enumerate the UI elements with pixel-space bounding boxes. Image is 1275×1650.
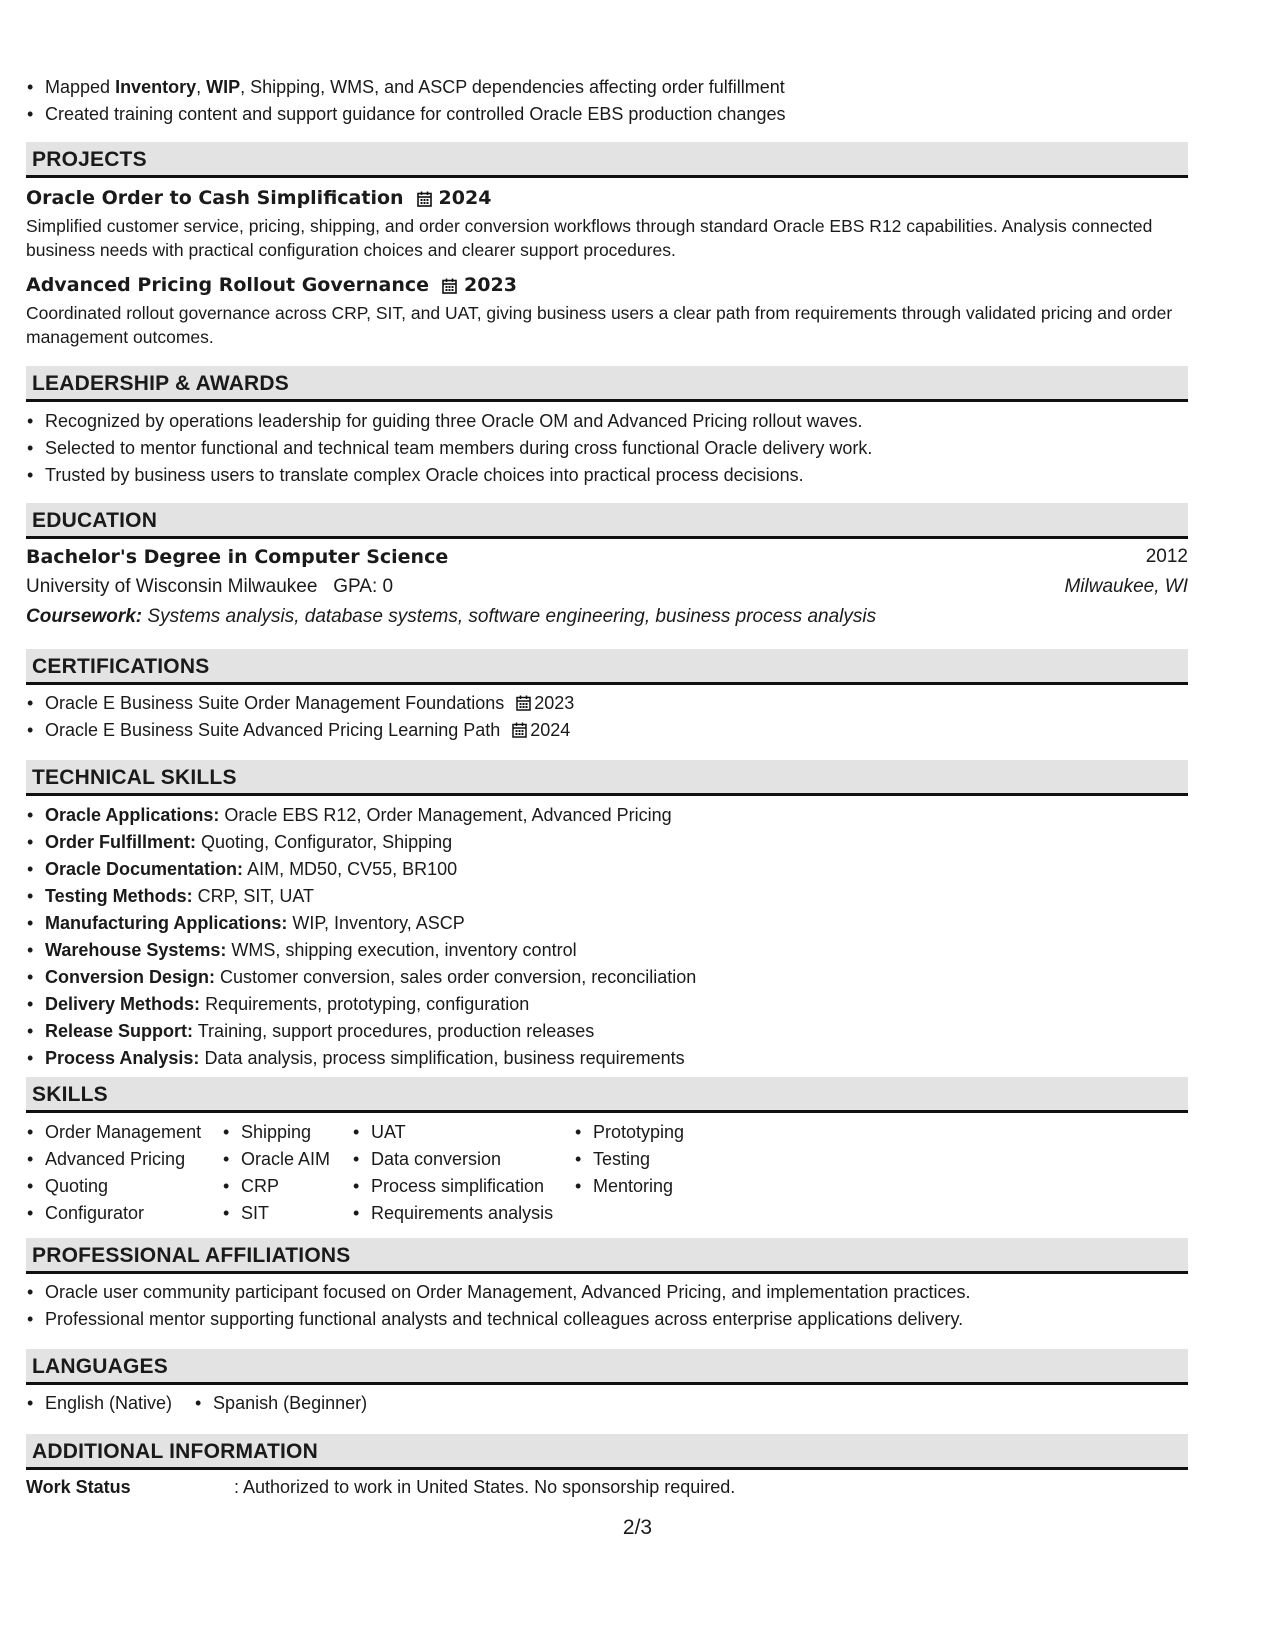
section-heading-affiliations: PROFESSIONAL AFFILIATIONS xyxy=(26,1238,1188,1274)
technical-skill-item xyxy=(26,883,1188,910)
work-status-value: : Authorized to work in United States. No sponsorship required. xyxy=(234,1477,736,1497)
skill-values: WMS, shipping execution, inventory control xyxy=(231,940,577,960)
skill-values: Data analysis, process simplification, business requirements xyxy=(204,1048,685,1068)
languages-section xyxy=(26,1349,1188,1417)
calendar-icon xyxy=(417,191,431,206)
section-heading-additional-info: ADDITIONAL INFORMATION xyxy=(26,1434,1188,1470)
skill-values: Training, support procedures, production releases xyxy=(197,1021,595,1041)
project-item xyxy=(26,272,1188,349)
skills-column xyxy=(222,1119,352,1227)
section-heading-education: EDUCATION xyxy=(26,503,1188,539)
certification-name: Oracle E Business Suite Order Management Foundations xyxy=(45,693,505,713)
skill-values: WIP, Inventory, ASCP xyxy=(292,913,465,933)
list-item: • Professional mentor supporting functional analysts and technical colleagues across enterprise applications delivery. xyxy=(26,1306,1188,1333)
experience-bullets xyxy=(26,74,785,128)
leadership-list xyxy=(26,408,1188,489)
page-number: 2/3 xyxy=(622,1516,653,1539)
list-item: • Selected to mentor functional and technical team members during cross functional Oracle delivery work. xyxy=(26,435,1188,462)
skill-category: Release Support: xyxy=(45,1021,194,1041)
skill-item: • Quoting xyxy=(26,1173,222,1200)
section-heading-leadership: LEADERSHIP & AWARDS xyxy=(26,366,1188,402)
skill-item: • CRP xyxy=(222,1173,352,1200)
certifications-list xyxy=(26,690,1188,744)
skill-category: Warehouse Systems: xyxy=(45,940,227,960)
technical-skill-item xyxy=(26,829,1188,856)
skill-item: • Testing xyxy=(574,1146,734,1173)
graduation-year: 2012 xyxy=(1145,546,1188,567)
calendar-icon xyxy=(442,278,456,293)
list-item: • Trusted by business users to translate complex Oracle choices into practical process decisions. xyxy=(26,462,1188,489)
skill-values: Oracle EBS R12, Order Management, Advanced Pricing xyxy=(224,805,672,825)
leadership-section xyxy=(26,366,1188,489)
section-heading-languages: LANGUAGES xyxy=(26,1349,1188,1385)
degree-title: Bachelor's Degree in Computer Science xyxy=(26,546,449,568)
technical-skills-section xyxy=(26,760,1188,1072)
gpa: GPA: 0 xyxy=(333,576,394,597)
skills-column xyxy=(352,1119,574,1227)
school-location: Milwaukee, WI xyxy=(1064,576,1188,597)
skill-category: Oracle Documentation: xyxy=(45,859,244,879)
project-title: Oracle Order to Cash Simplification xyxy=(26,187,404,209)
skill-item: • Process simplification xyxy=(352,1173,574,1200)
skill-item: • Mentoring xyxy=(574,1173,734,1200)
certification-year: 2023 xyxy=(534,693,575,713)
list-item: • Oracle user community participant focused on Order Management, Advanced Pricing, and implementation practices. xyxy=(26,1279,1188,1306)
technical-skill-item xyxy=(26,964,1188,991)
education-section xyxy=(26,503,1188,632)
languages-list xyxy=(26,1390,1188,1417)
section-heading-skills: SKILLS xyxy=(26,1077,1188,1113)
technical-skill-item xyxy=(26,856,1188,883)
skill-category: Conversion Design: xyxy=(45,967,216,987)
project-item xyxy=(26,185,1188,262)
skill-values: Quoting, Configurator, Shipping xyxy=(201,832,453,852)
skill-item: • UAT xyxy=(352,1119,574,1146)
technical-skill-item xyxy=(26,1045,1188,1072)
certification-item xyxy=(26,717,1188,744)
certifications-section xyxy=(26,649,1188,744)
skill-category: Oracle Applications: xyxy=(45,805,220,825)
coursework-label: Coursework: xyxy=(26,606,143,627)
skills-grid xyxy=(26,1119,1188,1227)
skill-item: • Order Management xyxy=(26,1119,222,1146)
technical-skill-item xyxy=(26,937,1188,964)
certification-year: 2024 xyxy=(530,720,571,740)
affiliations-section xyxy=(26,1238,1188,1333)
language-item: • Spanish (Beginner) xyxy=(194,1390,367,1417)
skill-item: • Advanced Pricing xyxy=(26,1146,222,1173)
calendar-icon xyxy=(516,692,530,707)
skills-column xyxy=(574,1119,734,1227)
calendar-icon xyxy=(512,719,526,734)
skill-category: Order Fulfillment: xyxy=(45,832,197,852)
projects-section xyxy=(26,142,1188,349)
skill-values: Customer conversion, sales order conversion, reconciliation xyxy=(220,967,697,987)
technical-skill-item xyxy=(26,910,1188,937)
list-item: • Recognized by operations leadership for guiding three Oracle OM and Advanced Pricing rollout waves. xyxy=(26,408,1188,435)
language-item: • English (Native) xyxy=(26,1390,172,1417)
experience-bullet: • Created training content and support guidance for controlled Oracle EBS production changes xyxy=(26,101,785,128)
school-name: University of Wisconsin Milwaukee xyxy=(26,576,318,597)
technical-skill-item xyxy=(26,802,1188,829)
technical-skill-item xyxy=(26,991,1188,1018)
coursework: Systems analysis, database systems, software engineering, business process analysis xyxy=(147,606,877,627)
section-heading-technical-skills: TECHNICAL SKILLS xyxy=(26,760,1188,796)
section-heading-certifications: CERTIFICATIONS xyxy=(26,649,1188,685)
skill-item: • Oracle AIM xyxy=(222,1146,352,1173)
skill-category: Delivery Methods: xyxy=(45,994,201,1014)
technical-skills-list xyxy=(26,802,1188,1072)
work-status-row xyxy=(26,1474,1188,1501)
project-title: Advanced Pricing Rollout Governance xyxy=(26,274,430,296)
skill-item: • Configurator xyxy=(26,1200,222,1227)
skill-item: • Requirements analysis xyxy=(352,1200,574,1227)
certification-name: Oracle E Business Suite Advanced Pricing Learning Path xyxy=(45,720,501,740)
skill-item: • Shipping xyxy=(222,1119,352,1146)
project-year: 2023 xyxy=(464,274,517,296)
skill-category: Testing Methods: xyxy=(45,886,193,906)
certification-item xyxy=(26,690,1188,717)
affiliations-list xyxy=(26,1279,1188,1333)
project-description: Coordinated rollout governance across CRP, SIT, and UAT, giving business users a clear path from requirements through validated pricing and order management outcomes. xyxy=(26,303,1173,347)
additional-info-section xyxy=(26,1434,1188,1501)
skill-item: • Data conversion xyxy=(352,1146,574,1173)
project-year: 2024 xyxy=(438,187,492,209)
section-heading-projects: PROJECTS xyxy=(26,142,1188,178)
skill-item: • Prototyping xyxy=(574,1119,734,1146)
experience-bullet: • Mapped Inventory, WIP, Shipping, WMS, and ASCP dependencies affecting order fulfillment xyxy=(26,74,785,101)
skill-values: AIM, MD50, CV55, BR100 xyxy=(247,859,458,879)
skill-category: Process Analysis: xyxy=(45,1048,200,1068)
skills-section xyxy=(26,1077,1188,1227)
skill-values: CRP, SIT, UAT xyxy=(197,886,315,906)
skill-values: Requirements, prototyping, configuration xyxy=(205,994,530,1014)
skill-category: Manufacturing Applications: xyxy=(45,913,288,933)
work-status-label: Work Status xyxy=(26,1477,131,1497)
technical-skill-item xyxy=(26,1018,1188,1045)
skills-column xyxy=(26,1119,222,1227)
project-description: Simplified customer service, pricing, shipping, and order conversion workflows through standard Oracle EBS R12 capabilities. Analysis connected business needs with practical configuration choices and clearer support procedures. xyxy=(26,216,1153,260)
skill-item: • SIT xyxy=(222,1200,352,1227)
